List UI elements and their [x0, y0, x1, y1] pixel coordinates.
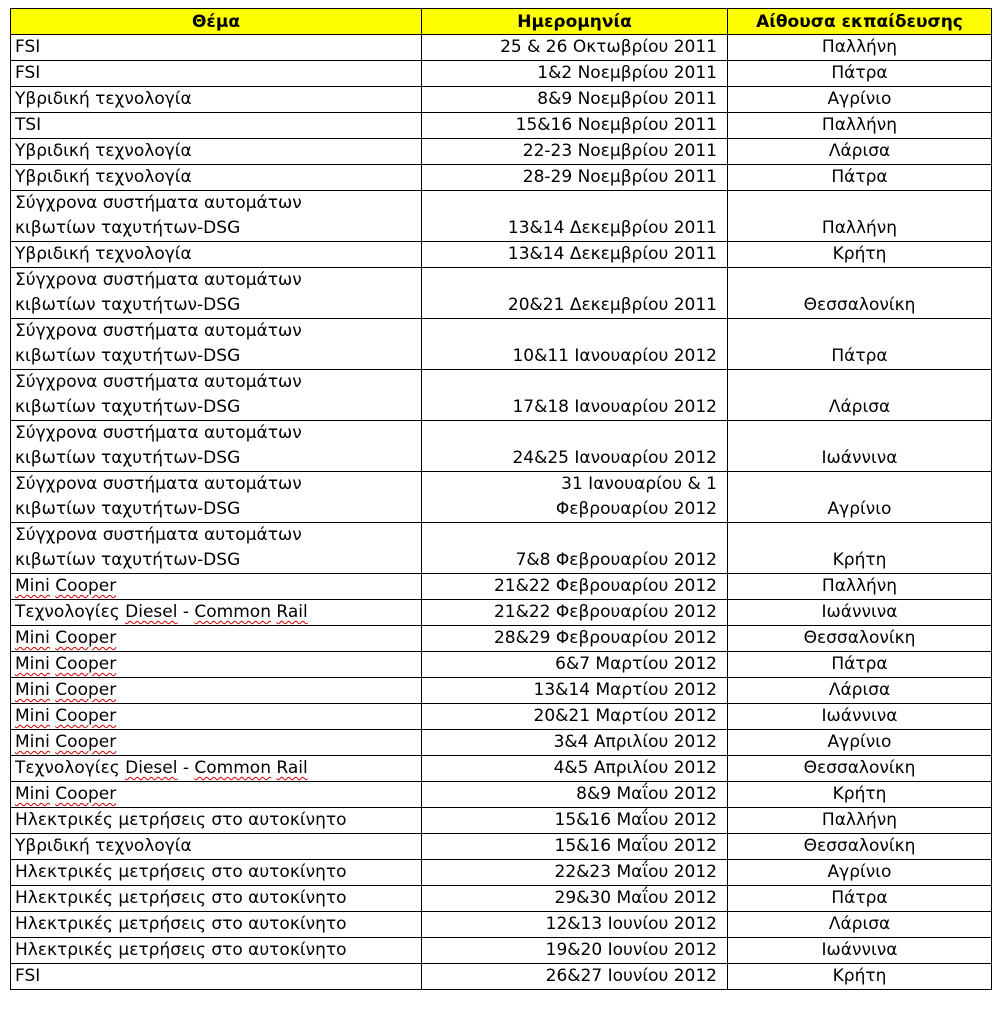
- topic-line: FSI: [15, 966, 41, 986]
- cell-date: [422, 523, 728, 574]
- cell-training-room: Θεσσαλονίκη: [728, 268, 992, 319]
- table-row: [11, 808, 992, 834]
- cell-topic: [11, 964, 422, 990]
- cell-date: [422, 113, 728, 139]
- topic-line: FSI: [15, 37, 41, 57]
- cell-training-room: Παλλήνη: [728, 808, 992, 834]
- cell-topic: [11, 860, 422, 886]
- topic-line: Σύγχρονα συστήματα αυτομάτων: [15, 525, 302, 545]
- cell-topic: [11, 523, 422, 574]
- topic-line: κιβωτίων ταχυτήτων-DSG: [15, 499, 241, 519]
- cell-date: [422, 808, 728, 834]
- table-row: [11, 860, 992, 886]
- cell-topic: [11, 912, 422, 938]
- cell-training-room: Κρήτη: [728, 242, 992, 268]
- table-row: [11, 600, 992, 626]
- table-row: [11, 139, 992, 165]
- topic-line: κιβωτίων ταχυτήτων-DSG: [15, 346, 241, 366]
- cell-date: [422, 165, 728, 191]
- cell-date: [422, 139, 728, 165]
- cell-training-room: Θεσσαλονίκη: [728, 626, 992, 652]
- cell-date: [422, 421, 728, 472]
- cell-date: [422, 652, 728, 678]
- table-row: [11, 113, 992, 139]
- cell-training-room: Αγρίνιο: [728, 472, 992, 523]
- table-row: [11, 574, 992, 600]
- date-line: 13&14 Μαρτίου 2012: [533, 680, 717, 700]
- cell-date: [422, 678, 728, 704]
- topic-line: Υβριδική τεχνολογία: [15, 89, 192, 109]
- table-row: [11, 964, 992, 990]
- cell-date: [422, 191, 728, 242]
- topic-line: Mini Cooper: [15, 784, 117, 804]
- table-row: [11, 421, 992, 472]
- date-line: 15&16 Μαΐου 2012: [554, 810, 717, 830]
- topic-line: Σύγχρονα συστήματα αυτομάτων: [15, 321, 302, 341]
- topic-line: Mini Cooper: [15, 680, 117, 700]
- topic-line: Mini Cooper: [15, 576, 117, 596]
- date-line: 29&30 Μαΐου 2012: [554, 888, 717, 908]
- topic-line: Mini Cooper: [15, 628, 117, 648]
- date-line: 28-29 Νοεμβρίου 2011: [522, 167, 717, 187]
- table-row: [11, 756, 992, 782]
- topic-line: Υβριδική τεχνολογία: [15, 167, 192, 187]
- cell-topic: [11, 808, 422, 834]
- table-row: [11, 35, 992, 61]
- date-line: 24&25 Ιανουαρίου 2012: [512, 448, 717, 468]
- document-area: [10, 8, 992, 990]
- topic-line: Mini Cooper: [15, 654, 117, 674]
- table-row: [11, 678, 992, 704]
- date-line: 21&22 Φεβρουαρίου 2012: [493, 602, 717, 622]
- table-row: [11, 704, 992, 730]
- cell-date: [422, 574, 728, 600]
- cell-topic: [11, 61, 422, 87]
- cell-date: [422, 704, 728, 730]
- cell-training-room: Θεσσαλονίκη: [728, 756, 992, 782]
- date-line: 31 Ιανουαρίου & 1: [561, 474, 717, 494]
- cell-date: [422, 319, 728, 370]
- topic-line: Ηλεκτρικές μετρήσεις στο αυτοκίνητο: [15, 888, 347, 908]
- cell-date: [422, 242, 728, 268]
- topic-line: Ηλεκτρικές μετρήσεις στο αυτοκίνητο: [15, 810, 347, 830]
- cell-training-room: Παλλήνη: [728, 35, 992, 61]
- cell-topic: [11, 472, 422, 523]
- cell-training-room: Αγρίνιο: [728, 860, 992, 886]
- date-line: 13&14 Δεκεμβρίου 2011: [507, 218, 717, 238]
- cell-topic: [11, 938, 422, 964]
- cell-topic: [11, 600, 422, 626]
- table-row: [11, 886, 992, 912]
- cell-date: [422, 61, 728, 87]
- cell-training-room: Πάτρα: [728, 886, 992, 912]
- table-row: [11, 782, 992, 808]
- topic-line: κιβωτίων ταχυτήτων-DSG: [15, 448, 241, 468]
- table-row: [11, 730, 992, 756]
- topic-line: Σύγχρονα συστήματα αυτομάτων: [15, 423, 302, 443]
- date-line: 26&27 Ιουνίου 2012: [545, 966, 717, 986]
- table-row: [11, 626, 992, 652]
- table-row: [11, 165, 992, 191]
- cell-topic: [11, 782, 422, 808]
- date-line: 4&5 Απριλίου 2012: [553, 758, 717, 778]
- date-line: 17&18 Ιανουαρίου 2012: [512, 397, 717, 417]
- cell-training-room: Κρήτη: [728, 782, 992, 808]
- cell-date: [422, 730, 728, 756]
- cell-topic: [11, 87, 422, 113]
- topic-line: FSI: [15, 63, 41, 83]
- date-line: 22&23 Μαΐου 2012: [554, 862, 717, 882]
- cell-topic: [11, 834, 422, 860]
- cell-topic: [11, 268, 422, 319]
- cell-training-room: Παλλήνη: [728, 191, 992, 242]
- cell-date: [422, 87, 728, 113]
- cell-topic: [11, 242, 422, 268]
- cell-training-room: Κρήτη: [728, 964, 992, 990]
- header-topic: Θέμα: [11, 9, 422, 35]
- cell-topic: [11, 886, 422, 912]
- cell-date: [422, 370, 728, 421]
- topic-line: κιβωτίων ταχυτήτων-DSG: [15, 295, 241, 315]
- topic-line: Ηλεκτρικές μετρήσεις στο αυτοκίνητο: [15, 862, 347, 882]
- cell-topic: [11, 704, 422, 730]
- table-row: [11, 652, 992, 678]
- topic-line: Σύγχρονα συστήματα αυτομάτων: [15, 193, 302, 213]
- topic-line: κιβωτίων ταχυτήτων-DSG: [15, 550, 241, 570]
- topic-line: Τεχνολογίες Diesel - Common Rail: [15, 602, 308, 622]
- training-schedule-table: [10, 8, 992, 990]
- date-line: 10&11 Ιανουαρίου 2012: [512, 346, 717, 366]
- date-line: 15&16 Νοεμβρίου 2011: [515, 115, 717, 135]
- cell-date: [422, 626, 728, 652]
- cell-training-room: Θεσσαλονίκη: [728, 834, 992, 860]
- table-row: [11, 268, 992, 319]
- topic-line: κιβωτίων ταχυτήτων-DSG: [15, 218, 241, 238]
- cell-training-room: Παλλήνη: [728, 113, 992, 139]
- topic-line: Mini Cooper: [15, 732, 117, 752]
- cell-date: [422, 886, 728, 912]
- topic-line: Υβριδική τεχνολογία: [15, 141, 192, 161]
- cell-topic: [11, 730, 422, 756]
- cell-training-room: Πάτρα: [728, 319, 992, 370]
- date-line: 8&9 Νοεμβρίου 2011: [537, 89, 717, 109]
- topic-line: Σύγχρονα συστήματα αυτομάτων: [15, 270, 302, 290]
- table-body: [11, 35, 992, 990]
- cell-date: [422, 964, 728, 990]
- cell-topic: [11, 626, 422, 652]
- cell-training-room: Παλλήνη: [728, 574, 992, 600]
- cell-training-room: Λάρισα: [728, 678, 992, 704]
- table-row: [11, 370, 992, 421]
- cell-topic: [11, 574, 422, 600]
- cell-training-room: Ιωάννινα: [728, 600, 992, 626]
- cell-date: [422, 938, 728, 964]
- cell-date: [422, 912, 728, 938]
- date-line: 3&4 Απριλίου 2012: [553, 732, 717, 752]
- topic-line: Mini Cooper: [15, 706, 117, 726]
- topic-line: κιβωτίων ταχυτήτων-DSG: [15, 397, 241, 417]
- cell-date: [422, 756, 728, 782]
- cell-topic: [11, 165, 422, 191]
- cell-topic: [11, 652, 422, 678]
- table-row: [11, 61, 992, 87]
- date-line: 19&20 Ιουνίου 2012: [545, 940, 717, 960]
- table-row: [11, 191, 992, 242]
- table-row: [11, 319, 992, 370]
- cell-training-room: Ιωάννινα: [728, 938, 992, 964]
- topic-line: TSI: [15, 115, 42, 135]
- cell-topic: [11, 319, 422, 370]
- date-line: 28&29 Φεβρουαρίου 2012: [493, 628, 717, 648]
- date-line: 6&7 Μαρτίου 2012: [555, 654, 717, 674]
- cell-topic: [11, 191, 422, 242]
- cell-training-room: Κρήτη: [728, 523, 992, 574]
- date-line: 21&22 Φεβρουαρίου 2012: [493, 576, 717, 596]
- date-line: 8&9 Μαΐου 2012: [576, 784, 717, 804]
- cell-topic: [11, 35, 422, 61]
- cell-training-room: Λάρισα: [728, 370, 992, 421]
- date-line: 7&8 Φεβρουαρίου 2012: [515, 550, 717, 570]
- cell-training-room: Λάρισα: [728, 139, 992, 165]
- cell-topic: [11, 421, 422, 472]
- cell-training-room: Πάτρα: [728, 61, 992, 87]
- cell-training-room: Ιωάννινα: [728, 704, 992, 730]
- cell-training-room: Πάτρα: [728, 165, 992, 191]
- cell-date: [422, 834, 728, 860]
- date-line: 1&2 Νοεμβρίου 2011: [537, 63, 717, 83]
- cell-training-room: Ιωάννινα: [728, 421, 992, 472]
- cell-date: [422, 860, 728, 886]
- topic-line: Ηλεκτρικές μετρήσεις στο αυτοκίνητο: [15, 914, 347, 934]
- date-line: 22-23 Νοεμβρίου 2011: [522, 141, 717, 161]
- topic-line: Σύγχρονα συστήματα αυτομάτων: [15, 372, 302, 392]
- table-row: [11, 834, 992, 860]
- cell-topic: [11, 678, 422, 704]
- topic-line: Υβριδική τεχνολογία: [15, 244, 192, 264]
- table-row: [11, 242, 992, 268]
- cell-topic: [11, 139, 422, 165]
- cell-topic: [11, 113, 422, 139]
- table-row: [11, 523, 992, 574]
- topic-line: Υβριδική τεχνολογία: [15, 836, 192, 856]
- date-line: 20&21 Δεκεμβρίου 2011: [507, 295, 717, 315]
- cell-training-room: Αγρίνιο: [728, 87, 992, 113]
- cell-date: [422, 268, 728, 319]
- cell-training-room: Λάρισα: [728, 912, 992, 938]
- date-line: 20&21 Μαρτίου 2012: [533, 706, 717, 726]
- cell-date: [422, 600, 728, 626]
- cell-date: [422, 472, 728, 523]
- header-training-room: Αίθουσα εκπαίδευσης: [728, 9, 992, 35]
- table-row: [11, 938, 992, 964]
- cell-topic: [11, 370, 422, 421]
- cell-training-room: Πάτρα: [728, 652, 992, 678]
- topic-line: Σύγχρονα συστήματα αυτομάτων: [15, 474, 302, 494]
- date-line: 13&14 Δεκεμβρίου 2011: [507, 244, 717, 264]
- date-line: 12&13 Ιουνίου 2012: [545, 914, 717, 934]
- table-row: [11, 87, 992, 113]
- cell-topic: [11, 756, 422, 782]
- cell-training-room: Αγρίνιο: [728, 730, 992, 756]
- date-line: Φεβρουαρίου 2012: [555, 499, 717, 519]
- date-line: 15&16 Μαΐου 2012: [554, 836, 717, 856]
- table-row: [11, 472, 992, 523]
- header-date: Ημερομηνία: [422, 9, 728, 35]
- table-header-row: [11, 9, 992, 35]
- cell-date: [422, 782, 728, 808]
- topic-line: Ηλεκτρικές μετρήσεις στο αυτοκίνητο: [15, 940, 347, 960]
- table-row: [11, 912, 992, 938]
- date-line: 25 & 26 Οκτωβρίου 2011: [500, 37, 717, 57]
- topic-line: Τεχνολογίες Diesel - Common Rail: [15, 758, 308, 778]
- cell-date: [422, 35, 728, 61]
